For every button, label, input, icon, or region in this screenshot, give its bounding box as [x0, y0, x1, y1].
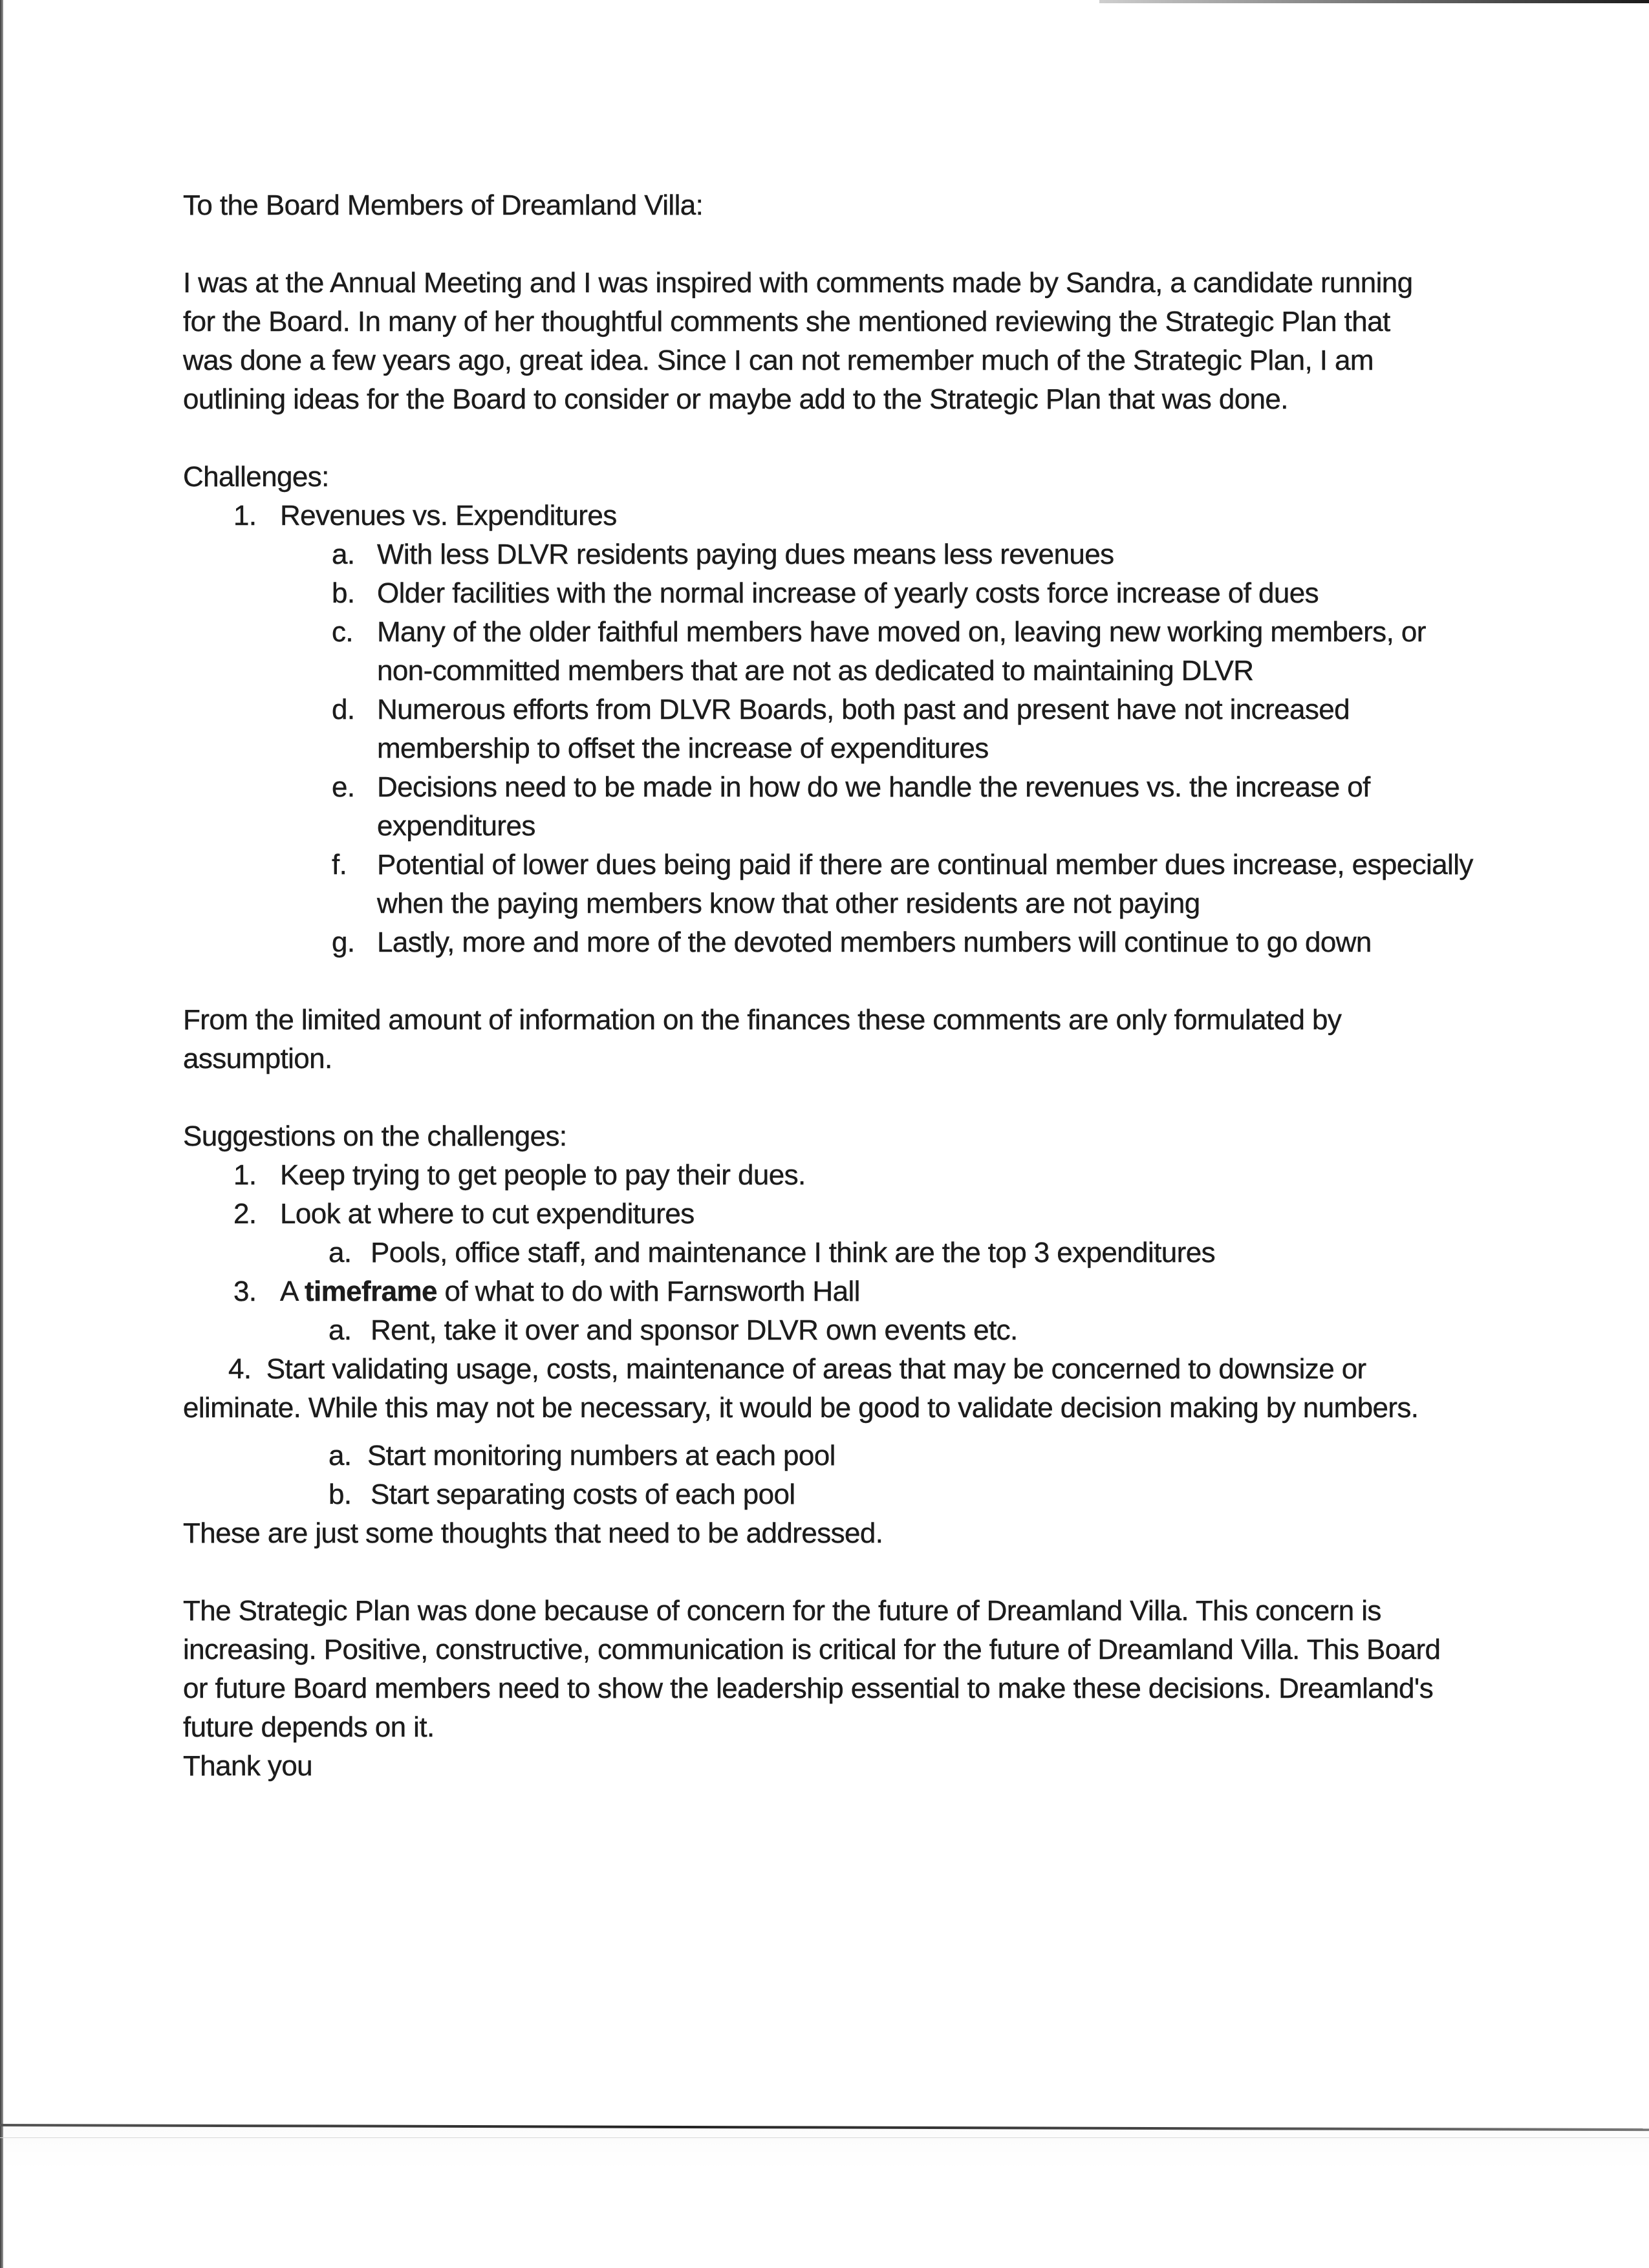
- list-letter: g.: [332, 926, 355, 958]
- suggestion-item: [183, 1156, 1476, 1195]
- thoughts-note: These are just some thoughts that need to be addressed.: [183, 1517, 883, 1549]
- suggestions-heading: Suggestions on the challenges:: [183, 1120, 567, 1152]
- subitem-text: Numerous efforts from DLVR Boards, both past and present have not increased membership to offset the increase of expenditures: [377, 694, 1350, 764]
- scan-bottom-shadow: [3, 2127, 1649, 2268]
- list-number: 4.: [228, 1353, 252, 1385]
- suggestion-text-bold: timeframe: [304, 1276, 437, 1307]
- list-number: 1.: [233, 1159, 257, 1191]
- list-letter: d.: [332, 694, 355, 725]
- list-number: 1.: [233, 500, 257, 531]
- list-letter: b.: [329, 1479, 352, 1510]
- suggestion-text-prefix: A: [280, 1276, 305, 1307]
- salutation: To the Board Members of Dreamland Villa:: [183, 189, 704, 221]
- list-letter: a.: [329, 1314, 352, 1346]
- suggestion-text: Look at where to cut expenditures: [280, 1198, 695, 1230]
- challenge-subitem: [183, 574, 1476, 613]
- list-letter: a.: [332, 539, 355, 570]
- suggestion-subitem: [183, 1311, 1476, 1350]
- challenge-subitem: [183, 690, 1476, 768]
- challenge-subitem: [183, 613, 1444, 690]
- challenge-subitem: [183, 768, 1489, 846]
- subitem-text: Decisions need to be made in how do we handle the revenues vs. the increase of expenditures: [377, 771, 1370, 842]
- suggestion-text: Keep trying to get people to pay their dues.: [280, 1159, 806, 1191]
- list-letter: e.: [332, 771, 355, 803]
- subitem-text: Lastly, more and more of the devoted members numbers will continue to go down: [377, 926, 1372, 958]
- subitem-text: Start monitoring numbers at each pool: [367, 1440, 835, 1471]
- suggestion-text: Start validating usage, costs, maintenance of areas that may be concerned to downsize or eliminate. While this may not be necessary, it would be good to validate decision making by numbers.: [183, 1353, 1419, 1424]
- challenges-heading: Challenges:: [183, 461, 329, 493]
- letter-body: [183, 186, 1476, 1786]
- suggestion-item: [183, 1195, 1476, 1234]
- challenge-subitem: [183, 923, 1476, 962]
- suggestion-subitem: [183, 1475, 1476, 1514]
- scan-top-edge: [1099, 0, 1649, 3]
- challenge-subitem: [183, 535, 1476, 574]
- subitem-text: Many of the older faithful members have moved on, leaving new working members, or non-committed members that are not as dedicated to maintaining DLVR: [377, 616, 1426, 687]
- list-letter: a.: [329, 1237, 352, 1268]
- suggestion-subitem: [183, 1437, 1476, 1475]
- challenge-item: [183, 497, 1476, 535]
- list-number: 2.: [233, 1198, 257, 1230]
- subitem-text: Potential of lower dues being paid if there are continual member dues increase, especially when the paying members know that other residents are not paying: [377, 849, 1473, 919]
- scan-page-edge-line-faint: [0, 2137, 1649, 2138]
- suggestion-item: [183, 1350, 1470, 1428]
- subitem-text: Start separating costs of each pool: [371, 1479, 795, 1510]
- list-number: 3.: [233, 1276, 257, 1307]
- list-letter: a.: [329, 1440, 352, 1471]
- closing-paragraph: The Strategic Plan was done because of concern for the future of Dreamland Villa. This concern is increasing. Positive, constructive, communication is critical for the future of Dreamland Villa. This Board or future Board members need to show the leadership essential to make these decisions. Dreamland's future depends on it.: [183, 1595, 1441, 1743]
- finances-note: From the limited amount of information on the finances these comments are only formulated by assumption.: [183, 1004, 1342, 1075]
- suggestion-text-suffix: of what to do with Farnsworth Hall: [436, 1276, 860, 1307]
- challenge-subitem: [183, 846, 1476, 923]
- subitem-text: With less DLVR residents paying dues means less revenues: [377, 539, 1114, 570]
- challenge-text: Revenues vs. Expenditures: [280, 500, 617, 531]
- subitem-text: Pools, office staff, and maintenance I think are the top 3 expenditures: [371, 1237, 1215, 1268]
- list-letter: c.: [332, 616, 354, 648]
- signoff: Thank you: [183, 1750, 313, 1782]
- subitem-text: Older facilities with the normal increase of yearly costs force increase of dues: [377, 577, 1319, 609]
- suggestion-subitem: [183, 1234, 1476, 1272]
- intro-paragraph: I was at the Annual Meeting and I was inspired with comments made by Sandra, a candidate running for the Board. In many of her thoughtful comments she mentioned reviewing the Strategic Plan that was done a few years ago, great idea. Since I can not remember much of the Strategic Plan, I am outlining ideas for the Board to consider or maybe add to the Strategic Plan that was done.: [183, 267, 1413, 415]
- subitem-text: Rent, take it over and sponsor DLVR own events etc.: [371, 1314, 1018, 1346]
- list-letter: f.: [332, 849, 347, 881]
- suggestion-item: [183, 1272, 1476, 1311]
- list-letter: b.: [332, 577, 355, 609]
- scan-left-edge: [0, 0, 3, 2268]
